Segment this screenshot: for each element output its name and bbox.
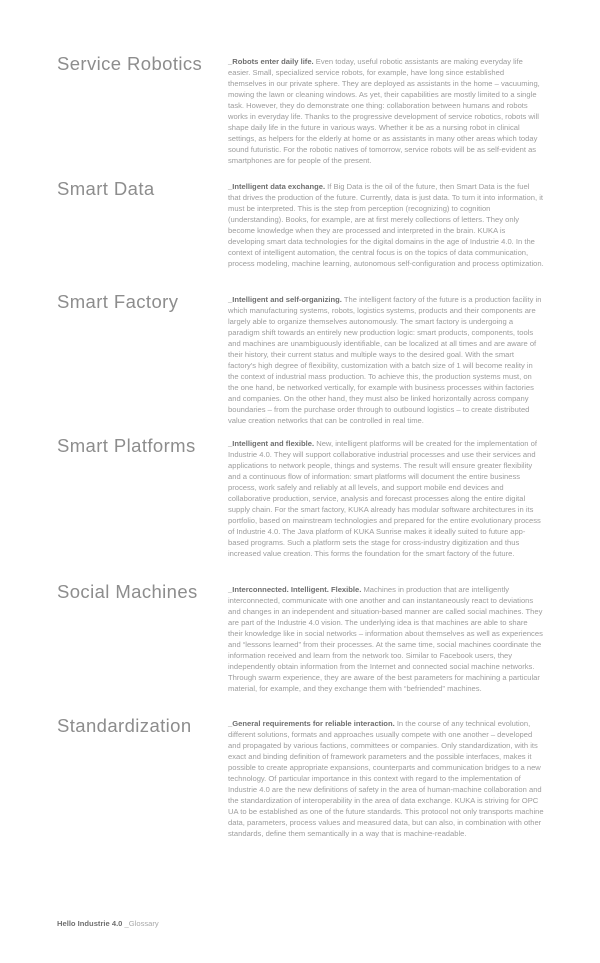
footer-suffix: _Glossary: [122, 919, 159, 928]
glossary-entry-standardization: [57, 715, 544, 839]
glossary-entry-smart-data: [57, 178, 544, 269]
definition-social-machines: [228, 584, 544, 694]
glossary-entry-smart-platforms: [57, 435, 544, 559]
definition-lead: _Intelligent and flexible.: [228, 439, 315, 448]
definition-smart-factory: [228, 294, 544, 426]
definition-text: If Big Data is the oil of the future, then Smart Data is the fuel that drives the production of the future. Currently, data is just data. To turn it into information, it must be interpreted. This is the step from perception (recognizing) to cognition (understanding). Books, for example, are at first merely collections of letters. They only become knowledge when they are processed and interpreted in the brain. KUKA is developing smart data technologies for the digital domains in the age of Industrie 4.0. In the context of intelligent automation, the central focus is on the topics of data communication, process modeling, machine learning, autonomous self-configuration and process optimization.: [228, 182, 544, 268]
definition-smart-platforms: [228, 438, 544, 559]
term-smart-data: Smart Data: [57, 178, 155, 199]
definition-lead: _Intelligent and self-organizing.: [228, 295, 342, 304]
glossary-entry-smart-factory: [57, 291, 544, 426]
definition-lead: _Interconnected. Intelligent. Flexible.: [228, 585, 362, 594]
term-smart-platforms: Smart Platforms: [57, 435, 196, 456]
term-social-machines: Social Machines: [57, 581, 198, 602]
definition-service-robotics: [228, 56, 544, 166]
definition-text: The intelligent factory of the future is a production facility in which manufacturing systems, robots, logistics systems, products and their components are largely able to organize themselves autonomously. The smart factory is undergoing a paradigm shift towards an entirely new production logic: smart products, components, tools and machines are unambiguously identifiable, can be localized at all times and are aware of their history, their current status and multiple ways to the desired goal. With the smart factory's high degree of flexibility, customization with a batch size of 1 will become reality in the context of industrial mass production. To achieve this, the production systems must, on the one hand, be networked vertically, for example with business processes within factories and companies. On the other hand, they must also be linked horizontally across company boundaries – from the purchase order through to outbound logistics – to create distributed value creation networks that can be controlled in real time.: [228, 295, 542, 425]
glossary-entry-service-robotics: [57, 53, 544, 166]
definition-standardization: [228, 718, 544, 839]
definition-text: New, intelligent platforms will be created for the implementation of Industrie 4.0. They will support collaborative industrial processes and use their services and applications to network people, things and systems. The result will ensure greater flexibility and a continuous flow of information: smart platforms will document the entire business process, work safely and reliably at all levels, and support mobile end devices and collaborative production, service, analysis and forecast processes along the entire digital supply chain. For the smart factory, KUKA already has modular software architectures in its portfolio, based on mainstream technologies and prepared for the entire evolutionary process of Industrie 4.0. The Java platform of KUKA Sunrise makes it ideally suited to future app-based programs. Such a platform sets the stage for cross-industry digitization and thus increased value creation. This forms the foundation for the smart factory of the future.: [228, 439, 541, 558]
definition-text: In the course of any technical evolution, different solutions, formats and approaches usually compete with one another – developed and propagated by various factions, committees or companies. Only standardization, with its exact and binding definition of framework parameters and the possible interfaces, makes it possible to create appropriate expansions, counterparts and communication bridges to a new technology. Of particular importance in this context with regard to the implementation of Industrie 4.0 are the new definitions of safety in the area of human-machine collaboration and the standardization of interoperability in the area of data exchange. KUKA is striving for OPC UA to be established as one of the future standards. This protocol not only transports machine data, parameters, process values and measured data, but can also, in combination with other standards, define them semantically in a way that is machine-readable.: [228, 719, 544, 838]
definition-lead: _Robots enter daily life.: [228, 57, 314, 66]
term-service-robotics: Service Robotics: [57, 53, 203, 74]
definition-text: Even today, useful robotic assistants are making everyday life easier. Small, specialized service robots, for example, have long since established themselves in our private sphere. They are deployed as assistants in the home – vacuuming, mowing the lawn or cleaning windows. As yet, their capabilities are mostly limited to a single task. However, they do demonstrate one thing: collaboration between humans and robots works in everyday life. Thanks to the progressive development of service robotics, robots will shape daily life in the future in various ways. Whether it be as a nursing robot in clinical settings, as helpers for the elderly at home or as assistants in many other areas which today sound futuristic. For the robotic natives of tomorrow, service robots will be as self-evident as smartphones are for people of the present.: [228, 57, 540, 165]
definition-lead: _General requirements for reliable interaction.: [228, 719, 395, 728]
definition-smart-data: [228, 181, 544, 269]
glossary-entry-social-machines: [57, 581, 544, 694]
term-standardization: Standardization: [57, 715, 192, 736]
footer-title: Hello Industrie 4.0: [57, 919, 123, 928]
definition-lead: _Intelligent data exchange.: [228, 182, 326, 191]
page-footer: [57, 918, 159, 929]
term-smart-factory: Smart Factory: [57, 291, 179, 312]
definition-text: Machines in production that are intelligently interconnected, communicate with one another and can instantaneously react to deviations and changes in an independent and situation-based manner are called social machines. They are part of the Industrie 4.0 vision. The underlying idea is that machines are able to share their knowledge like in social networks – information about themselves as well as experiences and “lessons learned” from their processes. At the same time, social machines coordinate the information received and learn from the network too. Similar to Facebook users, they independently obtain information from the Internet and connected social machine networks. Through swarm experience, they are aware of the best parameters for machining a particular material, for example, and they exchange them with “befriended” machines.: [228, 585, 543, 693]
